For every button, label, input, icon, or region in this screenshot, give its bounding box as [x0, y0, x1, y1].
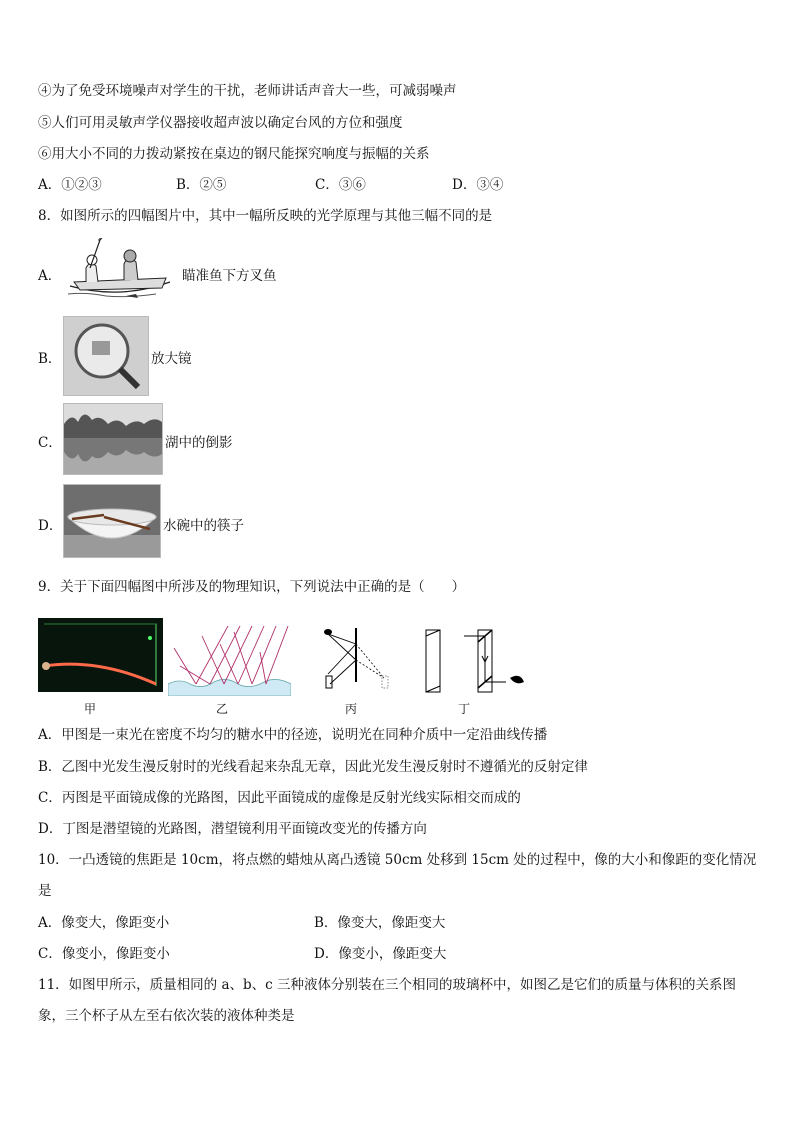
- q10-stem-line-1: 10．一凸透镜的焦距是 10cm，将点燃的蜡烛从离凸透镜 50cm 处移到 15cm 处的过程中，像的大小和像距的变化情况: [38, 852, 757, 868]
- q10-option-d[interactable]: D．像变小，像距变大: [314, 946, 447, 962]
- q9-stem: 9．关于下面四幅图中所涉及的物理知识，下列说法中正确的是（ ）: [38, 579, 466, 595]
- q7-statement-4: ④为了免受环境噪声对学生的干扰，老师讲话声音大一些，可减弱噪声: [38, 83, 457, 99]
- q7-statement-6: ⑥用大小不同的力拨动紧按在桌边的钢尺能探究响度与振幅的关系: [38, 146, 430, 162]
- q7-option-c[interactable]: C．③⑥: [315, 177, 366, 193]
- q9-option-d[interactable]: D．丁图是潜望镜的光路图，潜望镜利用平面镜改变光的传播方向: [38, 821, 427, 837]
- q8-option-a-caption: 瞄准鱼下方叉鱼: [182, 268, 277, 284]
- figure-label-ding: 丁: [458, 702, 471, 716]
- q9-option-c[interactable]: C．丙图是平面镜成像的光路图，因此平面镜成的虚像是反射光线实际相交而成的: [38, 790, 521, 806]
- q8-option-c[interactable]: [38, 403, 438, 475]
- q7-statement-5: ⑤人们可用灵敏声学仪器接收超声波以确定台风的方位和强度: [38, 115, 403, 131]
- q8-option-d[interactable]: [38, 484, 438, 560]
- q8-option-c-caption: 湖中的倒影: [165, 435, 233, 451]
- q7-option-b[interactable]: B．②⑤: [176, 177, 227, 193]
- magnifier-photo: [63, 316, 149, 396]
- q9-option-a[interactable]: A．甲图是一束光在密度不均匀的糖水中的径迹，说明光在同种介质中一定沿曲线传播: [38, 727, 548, 743]
- figure-label-bing: 丙: [345, 702, 358, 716]
- q7-option-a[interactable]: A．①②③: [38, 177, 102, 193]
- q11-stem-line-1: 11．如图甲所示，质量相同的 a、b、c 三种液体分别装在三个相同的玻璃杯中，如图乙是它们的质量与体积的关系图: [38, 977, 737, 993]
- figure-label-yi: 乙: [216, 702, 229, 716]
- q8-option-b[interactable]: [38, 316, 438, 396]
- chopsticks-in-bowl-photo: [63, 484, 161, 558]
- figure-label-jia: 甲: [84, 702, 97, 716]
- q9-option-b[interactable]: B．乙图中光发生漫反射时的光线看起来杂乱无章，因此光发生漫反射时不遵循光的反射定律: [38, 759, 588, 775]
- figure-yi-diffuse-reflection: [168, 622, 291, 696]
- q8-option-a[interactable]: [38, 238, 438, 304]
- figure-ding-periscope-diagram: [424, 626, 528, 698]
- q8-option-b-caption: 放大镜: [151, 351, 192, 367]
- q8-option-d-caption: 水碗中的筷子: [163, 518, 244, 534]
- figure-bing-plane-mirror-ray-diagram: [318, 624, 396, 694]
- q8-option-a-letter: A．: [38, 268, 62, 284]
- q7-option-d[interactable]: D．③④: [452, 177, 504, 193]
- q8-option-d-letter: D．: [38, 518, 63, 534]
- q8-option-b-letter: B．: [38, 351, 62, 367]
- q10-option-b[interactable]: B．像变大，像距变大: [314, 915, 446, 931]
- q10-option-c[interactable]: C．像变小，像距变小: [38, 946, 170, 962]
- fishing-boat-illustration: [66, 238, 174, 302]
- q8-stem: 8．如图所示的四幅图片中，其中一幅所反映的光学原理与其他三幅不同的是: [38, 208, 493, 224]
- figure-jia-curved-light-photo: [38, 618, 163, 692]
- lake-reflection-photo: [63, 403, 163, 475]
- q8-option-c-letter: C．: [38, 435, 62, 451]
- q10-stem-line-2: 是: [38, 883, 52, 899]
- q10-option-a[interactable]: A．像变大，像距变小: [38, 915, 170, 931]
- q11-stem-line-2: 象，三个杯子从左至右依次装的液体种类是: [38, 1008, 295, 1024]
